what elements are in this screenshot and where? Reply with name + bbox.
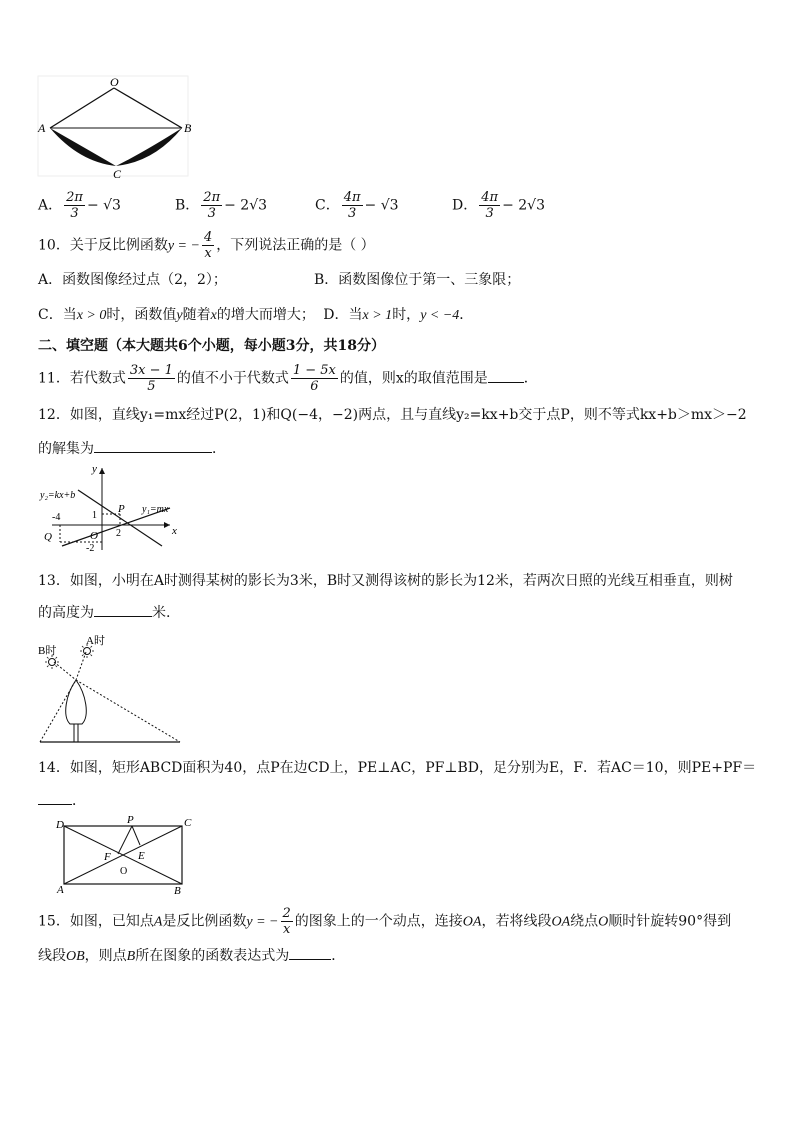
q11-stem (38, 363, 538, 394)
math: OA (462, 914, 482, 930)
text: 是反比例函数 (162, 913, 247, 930)
q13-line1: 13．如图，小明在A时测得某树的影长为3米，B时又测得该树的影长为12米，若两次日照的光线互相垂直，则树 (38, 573, 733, 589)
answer-blank[interactable] (289, 945, 331, 960)
fraction (479, 190, 500, 221)
option-letter: B． (175, 197, 200, 214)
q15-line1 (38, 906, 731, 937)
fraction (64, 190, 85, 221)
answer-blank[interactable] (488, 368, 524, 383)
frac-den: 3 (485, 206, 494, 221)
option-tail: − 2√3 (224, 197, 268, 214)
label-b-time: B时 (38, 645, 57, 657)
q9-option-b (175, 190, 267, 221)
shaded-region-left (50, 128, 116, 166)
answer-blank[interactable] (94, 602, 152, 617)
text: 绕点 (570, 913, 599, 930)
fraction (291, 363, 338, 394)
frac-den: x (204, 246, 212, 261)
label-B: B (174, 885, 181, 896)
math: y < −4 (420, 308, 460, 323)
option-tail: − √3 (364, 197, 399, 214)
fraction (342, 190, 363, 221)
label-B: B (184, 121, 192, 135)
math: B (126, 949, 136, 964)
label-F: F (104, 851, 111, 863)
frac-den: 5 (147, 379, 156, 394)
q12-line1: 12．如图，直线y₁=mx经过P(2，1)和Q(−4，−2)两点，且与直线y₂=kx+b交于点P，则不等式kx+b＞mx＞−2 (38, 407, 747, 423)
math: x > 1 (362, 308, 393, 323)
q9-option-c (315, 190, 399, 221)
q14-line2 (38, 790, 86, 811)
option-letter: D． (452, 197, 478, 214)
label-O: O (90, 530, 98, 542)
segment-PE (132, 826, 140, 845)
text: 的图象上的一个动点，连接 (294, 913, 463, 930)
text: C．当 (38, 307, 77, 323)
label-two: 2 (116, 528, 121, 539)
segment-OB (114, 88, 182, 128)
segment-OA (50, 88, 114, 128)
math: y = − (246, 914, 279, 930)
text: 的值不小于代数式 (176, 370, 289, 387)
fraction (281, 906, 293, 937)
text: 11．若代数式 (38, 370, 126, 387)
q10-stem (38, 230, 375, 261)
text: 米. (152, 605, 171, 621)
label-one: 1 (92, 510, 97, 521)
math: O (598, 914, 609, 930)
label-P: P (127, 814, 134, 826)
math: A (153, 914, 163, 930)
fraction (202, 230, 214, 261)
frac-num: 1 − 5x (292, 363, 336, 378)
q12-line2 (38, 438, 226, 459)
frac-num: 3x − 1 (129, 363, 173, 378)
fraction (128, 363, 175, 394)
text: D．当 (323, 307, 363, 323)
label-O: O (110, 75, 119, 89)
label-C: C (113, 167, 122, 180)
text: 线段 (38, 948, 66, 964)
answer-blank[interactable] (38, 790, 72, 805)
label-neg2: -2 (86, 543, 95, 554)
text: 时， (392, 307, 421, 323)
text: 所在图象的函数表达式为 (135, 948, 290, 964)
label-O: O (120, 866, 128, 877)
text: ． (459, 307, 474, 323)
frac-den: 6 (310, 379, 319, 394)
label-E: E (138, 850, 145, 862)
q9-option-d (452, 190, 545, 221)
sun-ray-b-upper (54, 662, 76, 680)
q14-figure (54, 814, 196, 896)
q14-line1: 14．如图，矩形ABCD面积为40，点P在边CD上，PE⊥AC，PF⊥BD，足分别为E，F．若AC＝10，则PE+PF＝ (38, 760, 757, 776)
text: ． (72, 793, 86, 809)
label-A: A (38, 121, 46, 135)
frac-num: 4π (481, 190, 499, 205)
q10-yeq: y = − (167, 238, 200, 254)
q10-pre: 10．关于反比例函数 (38, 237, 168, 254)
text: 的解集为 (38, 441, 94, 457)
x-axis-arrow (164, 522, 170, 528)
math: x > 0 (76, 308, 107, 323)
option-letter: A． (38, 197, 63, 214)
q13-figure (36, 632, 186, 746)
answer-blank[interactable] (94, 438, 212, 453)
q9-figure-frame (38, 76, 188, 176)
text: 顺时针旋转90°得到 (608, 913, 732, 930)
label-y2: y₂=kx+b (40, 490, 76, 501)
sun-b-rays (45, 655, 59, 669)
text: ． (212, 441, 226, 457)
text: 的高度为 (38, 605, 94, 621)
frac-den: 3 (347, 206, 357, 221)
text: ，若将线段 (481, 913, 552, 930)
frac-num: 4 (203, 230, 213, 245)
sun-a-icon (84, 648, 91, 655)
sun-ray-a (76, 680, 180, 742)
option-letter: C． (315, 197, 340, 214)
frac-den: 3 (70, 206, 79, 221)
q10-option-a: A．函数图像经过点（2，2）； (38, 272, 227, 288)
fraction (201, 190, 222, 221)
q10-option-b: B．函数图像位于第一、三象限； (314, 272, 521, 288)
q15-line2 (38, 945, 345, 967)
text: ． (523, 370, 538, 387)
math: y (176, 308, 183, 323)
q12-figure (38, 462, 188, 554)
label-neg4: -4 (52, 512, 61, 523)
label-A: A (57, 884, 64, 896)
label-C: C (184, 817, 192, 829)
frac-num: 2 (282, 906, 291, 921)
sun-ray-a-upper (76, 652, 86, 680)
tree-icon (66, 680, 87, 724)
text: ，则点 (84, 948, 127, 964)
text: ． (331, 948, 346, 964)
q10-post: ，下列说法正确的是（ ） (216, 237, 375, 254)
label-D: D (56, 819, 64, 831)
text: 的增大而增大； (216, 307, 315, 323)
frac-den: x (282, 922, 291, 937)
label-Q: Q (44, 531, 52, 543)
frac-den: 3 (207, 206, 216, 221)
label-y1: y₁=mx (142, 504, 169, 515)
frac-num: 2π (66, 190, 83, 205)
q10-options-cd (38, 305, 473, 326)
shaded-region-right (116, 128, 182, 166)
text: 时，函数值 (106, 307, 177, 323)
math: OB (66, 949, 85, 964)
section-heading: 二、填空题（本大题共6个小题，每小题3分，共18分） (38, 338, 385, 354)
math: x (210, 308, 217, 323)
math: OA (551, 914, 571, 930)
label-a-time: A时 (86, 635, 105, 647)
frac-num: 2π (203, 190, 221, 205)
option-tail: − √3 (86, 197, 121, 214)
option-tail: − 2√3 (502, 197, 545, 214)
q13-line2 (38, 602, 170, 623)
label-P: P (118, 503, 125, 515)
q9-option-a (38, 190, 121, 221)
frac-num: 4π (343, 190, 361, 205)
text: 15．如图，已知点 (38, 913, 154, 930)
segment-PF (118, 826, 132, 854)
label-y: y (92, 463, 97, 475)
label-x: x (172, 525, 177, 537)
text: 的值，则x的取值范围是 (339, 370, 488, 387)
q9-figure (34, 72, 204, 180)
y-axis-arrow (99, 468, 105, 474)
text: 随着 (182, 307, 211, 323)
